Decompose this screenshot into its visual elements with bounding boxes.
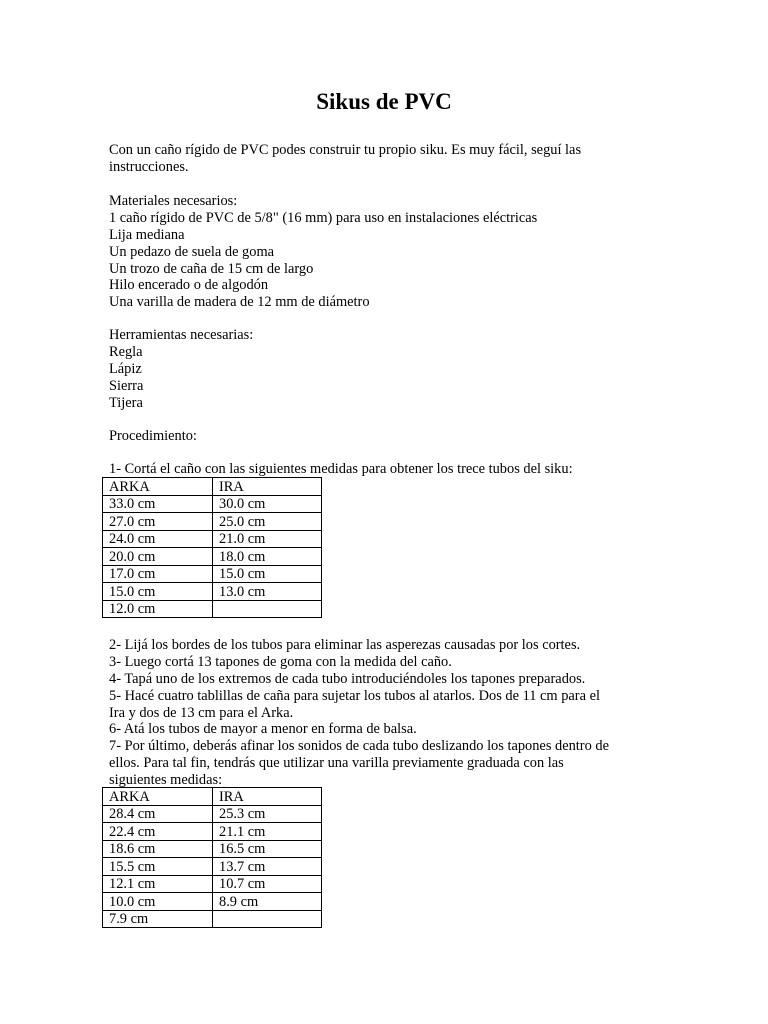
header-cell-arka: ARKA xyxy=(103,788,213,806)
tools-heading: Herramientas necesarias: xyxy=(109,327,254,343)
table-row xyxy=(103,530,322,548)
step-line: 7- Por último, deberás afinar los sonidos de cada tubo deslizando los tapones dentro de xyxy=(109,738,609,755)
table-cell: 25.0 cm xyxy=(213,513,322,531)
table-cell: 12.0 cm xyxy=(103,600,213,618)
table-cell: 8.9 cm xyxy=(213,893,322,911)
step-line: Ira y dos de 13 cm para el Arka. xyxy=(109,704,294,721)
materials-item: 1 caño rígido de PVC de 5/8" (16 mm) para uso en instalaciones eléctricas xyxy=(109,209,538,226)
page-title: Sikus de PVC xyxy=(316,89,452,114)
table-cell: 16.5 cm xyxy=(213,840,322,858)
table-row xyxy=(103,893,322,911)
intro-line: Con un caño rígido de PVC podes construir tu propio siku. Es muy fácil, seguí las xyxy=(109,142,582,158)
table-row xyxy=(103,823,322,841)
table-cell: 15.0 cm xyxy=(103,583,213,601)
procedure-heading-block xyxy=(109,428,669,445)
table-cell xyxy=(213,910,322,928)
table-header-row xyxy=(103,478,322,496)
table-cell: 28.4 cm xyxy=(103,805,213,823)
table-row xyxy=(103,910,322,928)
table-cell: 21.1 cm xyxy=(213,823,322,841)
header-cell-ira: IRA xyxy=(213,788,322,806)
table-cell: 10.7 cm xyxy=(213,875,322,893)
step-line: 2- Lijá los bordes de los tubos para eliminar las asperezas causadas por los cortes. xyxy=(109,637,581,653)
materials-section xyxy=(109,193,669,311)
table-row xyxy=(103,583,322,601)
table-header-row xyxy=(103,788,322,806)
tuning-measures-table xyxy=(102,787,322,928)
table-cell: 30.0 cm xyxy=(213,495,322,513)
procedure-heading: Procedimiento: xyxy=(109,428,197,444)
table-cell: 21.0 cm xyxy=(213,530,322,548)
table-cell: 27.0 cm xyxy=(103,513,213,531)
table-cell: 13.0 cm xyxy=(213,583,322,601)
table-row xyxy=(103,548,322,566)
table-cell: 13.7 cm xyxy=(213,858,322,876)
tools-item: Tijera xyxy=(109,394,143,411)
step-line: 6- Atá los tubos de mayor a menor en forma de balsa. xyxy=(109,721,417,738)
tools-item: Lápiz xyxy=(109,360,142,377)
step-line: ellos. Para tal fin, tendrás que utilizar una varilla previamente graduada con las xyxy=(109,755,564,772)
materials-item: Hilo encerado o de algodón xyxy=(109,277,269,294)
intro-line: instrucciones. xyxy=(109,158,189,175)
table-cell: 15.0 cm xyxy=(213,565,322,583)
table-row xyxy=(103,858,322,876)
table-cell: 15.5 cm xyxy=(103,858,213,876)
table-cell: 22.4 cm xyxy=(103,823,213,841)
step-line: 5- Hacé cuatro tablillas de caña para sujetar los tubos al atarlos. Dos de 11 cm para el xyxy=(109,687,600,704)
steps-2-7-block xyxy=(109,637,669,789)
table-row xyxy=(103,805,322,823)
cut-measures-table xyxy=(102,477,322,618)
step-1-text: 1- Cortá el caño con las siguientes medidas para obtener los trece tubos del siku: xyxy=(109,461,573,477)
materials-item: Un trozo de caña de 15 cm de largo xyxy=(109,260,314,277)
table-row xyxy=(103,840,322,858)
tools-section xyxy=(109,327,669,411)
intro-paragraph xyxy=(109,142,669,176)
table-cell: 18.6 cm xyxy=(103,840,213,858)
table-cell: 7.9 cm xyxy=(103,910,213,928)
materials-item: Lija mediana xyxy=(109,226,185,243)
header-cell-ira: IRA xyxy=(213,478,322,496)
table-cell: 33.0 cm xyxy=(103,495,213,513)
table-cell: 10.0 cm xyxy=(103,893,213,911)
table-row xyxy=(103,513,322,531)
materials-heading: Materiales necesarios: xyxy=(109,193,238,209)
table-cell: 18.0 cm xyxy=(213,548,322,566)
table-row xyxy=(103,565,322,583)
table-cell: 12.1 cm xyxy=(103,875,213,893)
materials-item: Una varilla de madera de 12 mm de diámetro xyxy=(109,294,370,311)
table-row xyxy=(103,875,322,893)
table-cell: 24.0 cm xyxy=(103,530,213,548)
step-1-block xyxy=(109,461,669,478)
step-line: siguientes medidas: xyxy=(109,772,223,789)
tools-item: Regla xyxy=(109,343,143,360)
header-cell-arka: ARKA xyxy=(103,478,213,496)
tools-item: Sierra xyxy=(109,377,144,394)
materials-item: Un pedazo de suela de goma xyxy=(109,243,275,260)
table-cell xyxy=(213,600,322,618)
table-row xyxy=(103,600,322,618)
table-cell: 25.3 cm xyxy=(213,805,322,823)
step-line: 4- Tapá uno de los extremos de cada tubo introduciéndoles los tapones preparados. xyxy=(109,670,586,687)
table-cell: 17.0 cm xyxy=(103,565,213,583)
table-cell: 20.0 cm xyxy=(103,548,213,566)
step-line: 3- Luego cortá 13 tapones de goma con la medida del caño. xyxy=(109,653,452,670)
table-row xyxy=(103,495,322,513)
